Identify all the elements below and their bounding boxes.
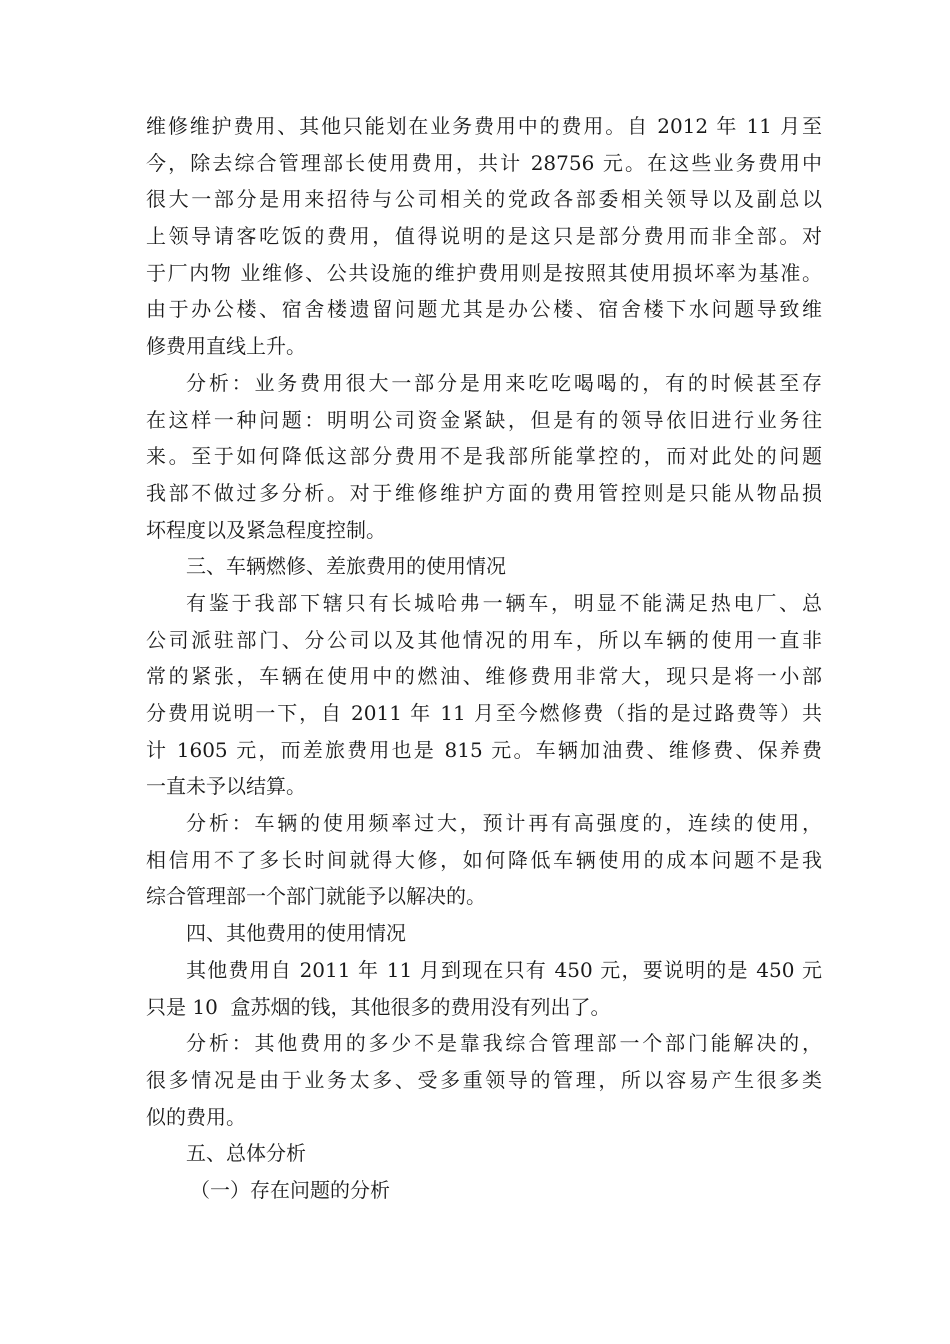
text-line: 维修维护费用、其他只能划在业务费用中的费用。自 2012 年 11 月至: [146, 114, 822, 138]
text-line: 其他费用自 2011 年 11 月到现在只有 450 元，要说明的是 450 元: [186, 957, 822, 982]
text-line: 由于办公楼、宿舍楼遗留问题尤其是办公楼、宿舍楼下水问题导致维: [146, 297, 822, 322]
text-line: 分析：其他费用的多少不是靠我综合管理部一个部门能解决的，: [186, 1031, 822, 1056]
text-line: 五、总体分析: [186, 1141, 306, 1166]
text-line: 来。至于如何降低这部分费用不是我部所能掌控的，而对此处的问题: [146, 444, 822, 469]
text-line: 坏程度以及紧急程度控制。: [146, 517, 386, 542]
text-line: 分析：车辆的使用频率过大，预计再有高强度的，连续的使用，: [186, 811, 822, 836]
text-line: 四、其他费用的使用情况: [186, 921, 406, 946]
text-line: 于厂内物 业维修、公共设施的维护费用则是按照其使用损坏率为基准。: [146, 260, 822, 285]
text-line: 今，除去综合管理部长使用费用，共计 28756 元。在这些业务费用中: [146, 150, 822, 175]
text-line: 只是 10 盒苏烟的钱，其他很多的费用没有列出了。: [146, 994, 611, 1019]
text-line: 分费用说明一下，自 2011 年 11 月至今燃修费（指的是过路费等）共: [146, 701, 822, 725]
text-line: 公司派驻部门、分公司以及其他情况的用车，所以车辆的使用一直非: [146, 627, 822, 652]
text-line: 我部不做过多分析。对于维修维护方面的费用管控则是只能从物品损: [146, 480, 822, 505]
document-body: [146, 108, 822, 1209]
text-line: 在这样一种问题：明明公司资金紧缺，但是有的领导依旧进行业务往: [146, 407, 822, 432]
text-line: 三、车辆燃修、差旅费用的使用情况: [186, 554, 506, 579]
text-line: 综合管理部一个部门就能予以解决的。: [146, 884, 486, 909]
text-line: 似的费用。: [146, 1104, 246, 1129]
text-line: 很大一部分是用来招待与公司相关的党政各部委相关领导以及副总以: [146, 187, 822, 212]
text-line: 修费用直线上升。: [146, 334, 306, 359]
text-line: 一直未予以结算。: [146, 774, 306, 799]
text-line: 分析：业务费用很大一部分是用来吃吃喝喝的，有的时候甚至存: [186, 370, 822, 395]
text-line: 有鉴于我部下辖只有长城哈弗一辆车，明显不能满足热电厂、总: [186, 590, 822, 615]
text-line: 相信用不了多长时间就得大修，如何降低车辆使用的成本问题不是我: [146, 847, 822, 872]
text-line: 计 1605 元，而差旅费用也是 815 元。车辆加油费、维修费、保养费: [146, 737, 822, 762]
text-line: 很多情况是由于业务太多、受多重领导的管理，所以容易产生很多类: [146, 1067, 822, 1092]
text-line: （一）存在问题的分析: [190, 1177, 390, 1202]
text-line: 上领导请客吃饭的费用，值得说明的是这只是部分费用而非全部。对: [146, 224, 822, 249]
text-line: 常的紧张，车辆在使用中的燃油、维修费用非常大，现只是将一小部: [146, 664, 822, 689]
